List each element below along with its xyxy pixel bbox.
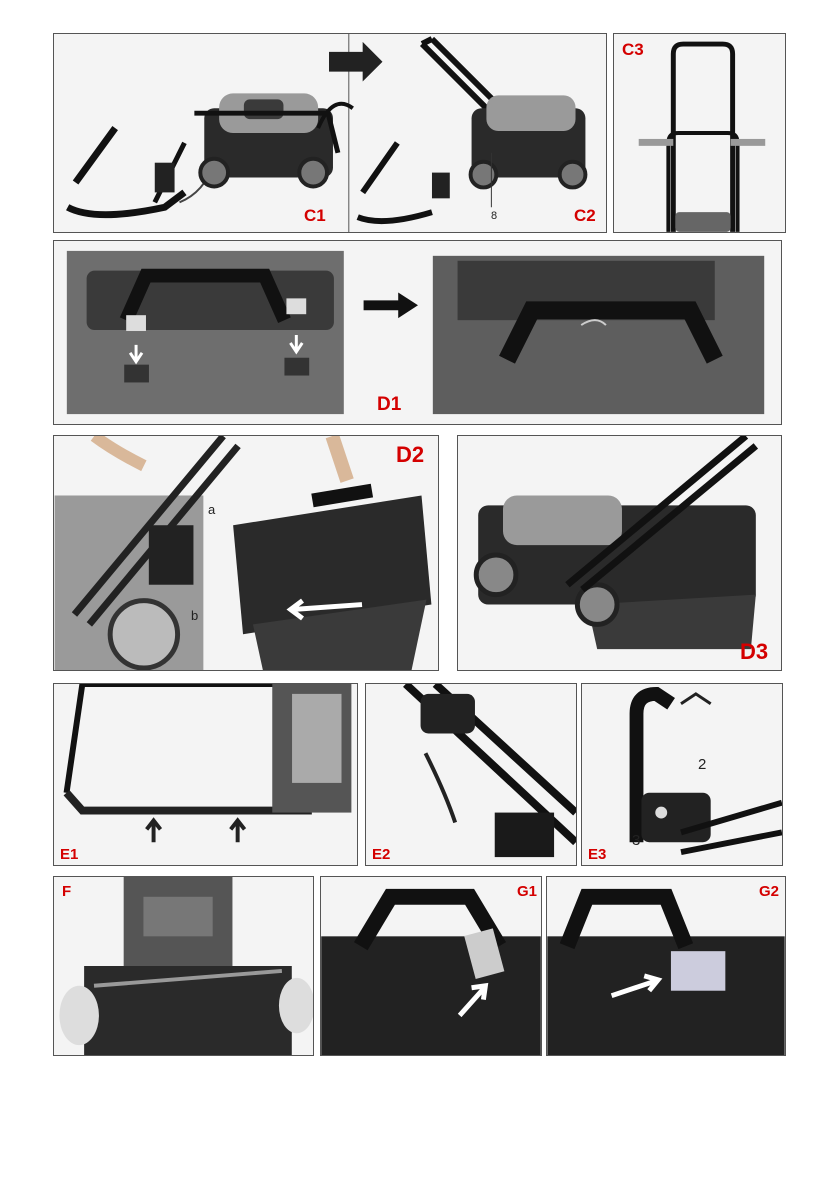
- callout-b: b: [191, 608, 199, 623]
- callout-2: 2: [698, 756, 707, 773]
- mulching-insert-illustration: [54, 877, 313, 1055]
- figure-d1: [53, 240, 782, 425]
- power-indicator-illustration: [321, 877, 541, 1055]
- callout-3: 3: [632, 832, 641, 849]
- arrow-right-icon: [329, 42, 382, 82]
- figure-label-e2: E2: [372, 846, 391, 863]
- switch-lever-illustration: [582, 684, 782, 865]
- figure-e3: [581, 683, 783, 866]
- handle-assembly-illustration: [614, 34, 785, 232]
- cable-clip-illustration: [54, 684, 357, 865]
- figure-e2: [365, 683, 577, 866]
- figure-g2: [546, 876, 786, 1056]
- grass-box-handle-illustration: [54, 241, 781, 424]
- arrow-up-icon: [147, 820, 161, 842]
- figure-label-c3: C3: [622, 40, 644, 59]
- figure-e1: [53, 683, 358, 866]
- power-cable-connection-illustration: [366, 684, 576, 865]
- arrow-up-icon: [231, 820, 245, 842]
- power-indicator-illustration: [547, 877, 785, 1055]
- figure-label-g2: G2: [759, 883, 780, 900]
- attach-grass-box-illustration: [54, 436, 438, 670]
- figure-label-e3: E3: [588, 846, 607, 863]
- arrow-right-icon: [364, 292, 418, 318]
- callout-8: 8: [491, 210, 498, 222]
- figure-d2: [53, 435, 439, 671]
- figure-c1-c2: [53, 33, 607, 233]
- mower-with-grass-box-illustration: [458, 436, 781, 670]
- figure-label-e1: E1: [60, 846, 79, 863]
- curved-arrow-icon: [681, 694, 711, 704]
- figure-label-c2: C2: [574, 206, 596, 225]
- figure-label-f: F: [62, 883, 72, 900]
- figure-label-d3: D3: [740, 639, 769, 664]
- figure-g1: [320, 876, 542, 1056]
- callout-a: a: [208, 502, 216, 517]
- figure-label-g1: G1: [517, 883, 538, 900]
- mower-handle-folding-illustration: [54, 34, 606, 232]
- figure-c3: [613, 33, 786, 233]
- figure-label-d2: D2: [396, 442, 425, 467]
- figure-label-d1: D1: [377, 394, 402, 415]
- figure-label-c1: C1: [304, 206, 326, 225]
- figure-f: [53, 876, 314, 1056]
- figure-d3: [457, 435, 782, 671]
